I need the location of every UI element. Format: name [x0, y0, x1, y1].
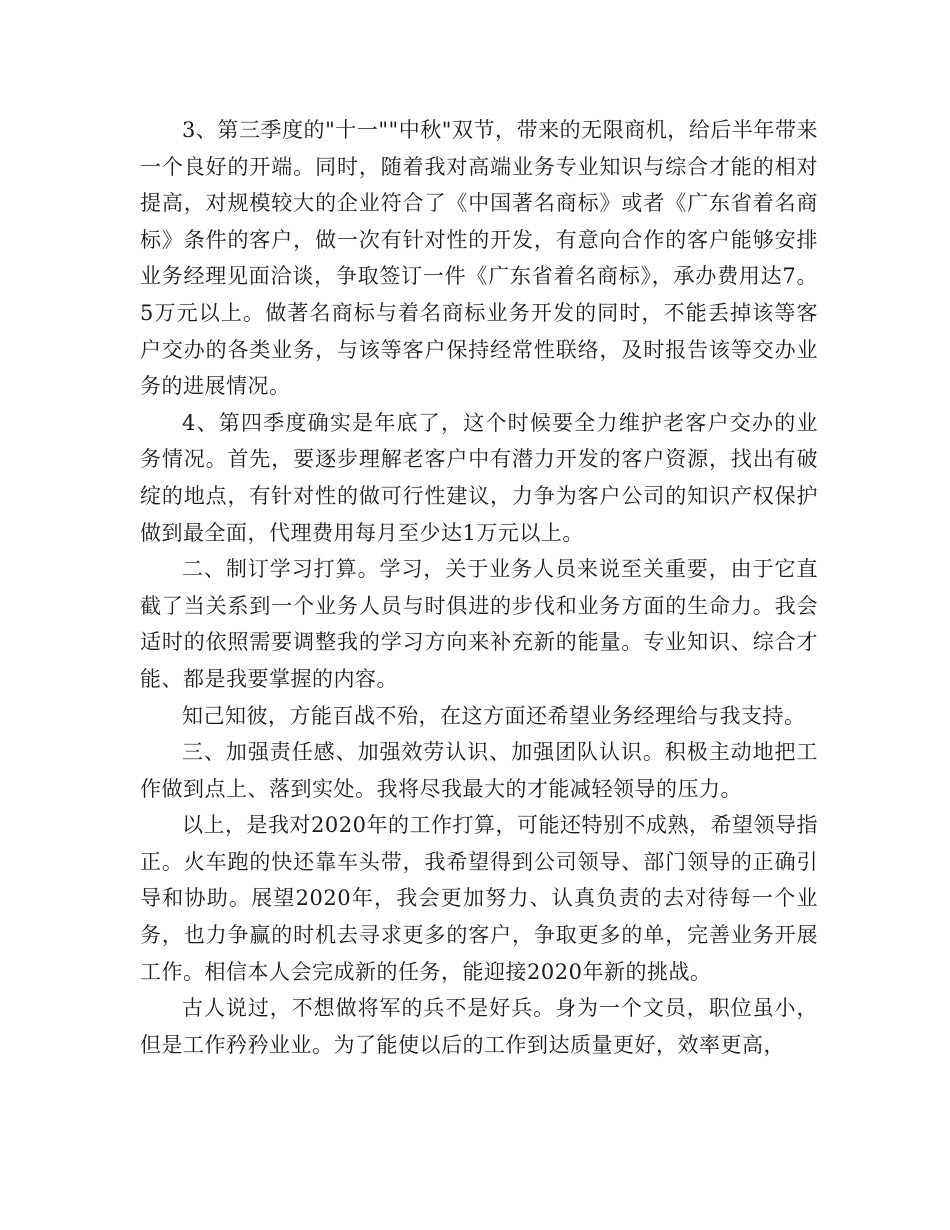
paragraph-know-yourself: 知己知彼，方能百战不殆，在这方面还希望业务经理给与我支持。: [182, 703, 806, 728]
paragraph-q4-plan: 4、第四季度确实是年底了，这个时候要全力维护老客户交办的业务情况。首先，要逐步理解老客户中有潜力开发的客户资源，找出有破绽的地点，有针对性的做可行性建议，力争为客户公司的知识产权保护做到最全面，代理费用每月至少达1万元以上。: [140, 410, 818, 545]
paragraph-summary-2020: 以上，是我对2020年的工作打算，可能还特别不成熟，希望领导指正。火车跑的快还靠车头带，我希望得到公司领导、部门领导的正确引导和协助。展望2020年，我会更加努力、认真负责的去对待每一个业务，也力争赢的时机去寻求更多的客户，争取更多的单，完善业务开展工作。相信本人会完成新的任务，能迎接2020年新的挑战。: [140, 813, 818, 984]
paragraph-q3-plan: 3、第三季度的"十一""中秋"双节，带来的无限商机，给后半年带来一个良好的开端。同时，随着我对高端业务专业知识与综合才能的相对提高，对规模较大的企业符合了《中国著名商标》或者《广东省着名商标》条件的客户，做一次有针对性的开发，有意向合作的客户能够安排业务经理见面洽谈，争取签订一件《广东省着名商标》，承办费用达7。5万元以上。做著名商标与着名商标业务开发的同时，不能丢掉该等客户交办的各类业务，与该等客户保持经常性联络，及时报告该等交办业务的进展情况。: [140, 118, 818, 399]
paragraph-responsibility: 三、加强责任感、加强效劳认识、加强团队认识。积极主动地把工作做到点上、落到实处。我将尽我最大的才能减轻领导的压力。: [140, 740, 818, 801]
paragraph-study-plan: 二、制订学习打算。学习，关于业务人员来说至关重要，由于它直截了当关系到一个业务人员与时俱进的步伐和业务方面的生命力。我会适时的依照需要调整我的学习方向来补充新的能量。专业知识、综合才能、都是我要掌握的内容。: [140, 557, 818, 691]
paragraph-ancient-saying: 古人说过，不想做将军的兵不是好兵。身为一个文员，职位虽小，但是工作矜矜业业。为了能使以后的工作到达质量更好，效率更高，: [140, 996, 818, 1057]
document-body: [140, 112, 818, 1063]
